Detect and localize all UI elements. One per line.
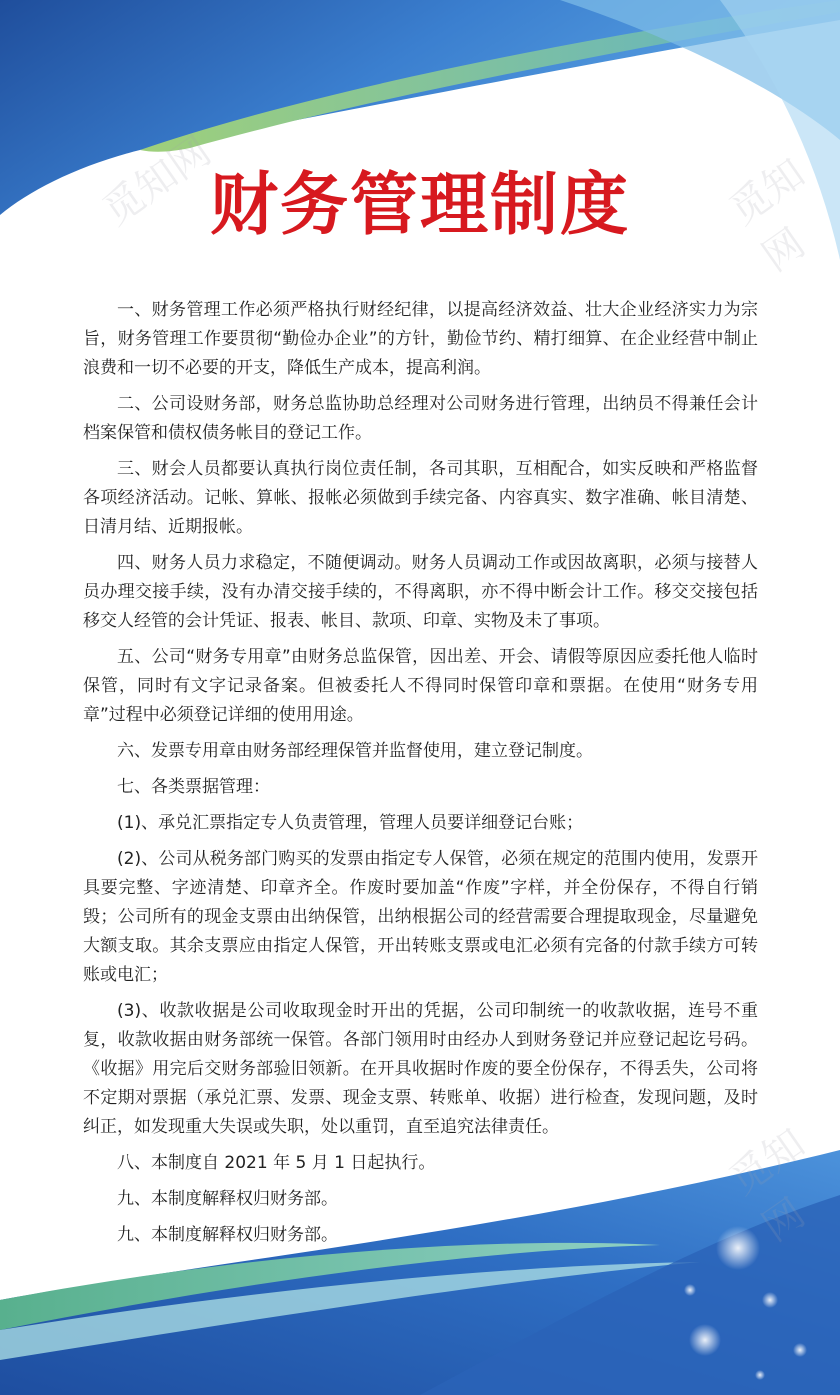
paragraph: 九、本制度解释权归财务部。 — [117, 1225, 338, 1245]
paragraph: 五、公司“财务专用章”由财务总监保管，因出差、开会、请假等原因应委托他人临时保管，同时有文字记录备案。但被委托人不得同时保管印章和票据。在使用“财务专用章”过程中必须登记详细的使用用途。 — [83, 647, 758, 725]
paragraph: 七、各类票据管理： — [117, 777, 270, 797]
paragraph: 六、发票专用章由财务部经理保管并监督使用，建立登记制度。 — [117, 741, 593, 761]
paragraph: (2)、公司从税务部门购买的发票由指定专人保管，必须在规定的范围内使用，发票开具要完整、字迹清楚、印章齐全。作废时要加盖“作废”字样，并全份保存，不得自行销毁；公司所有的现金支票由出纳保管，出纳根据公司的经营需要合理提取现金，尽量避免大额支取。其余支票应由指定人保管，开出转账支票或电汇必须有完备的付款手续方可转账或电汇； — [83, 849, 758, 985]
paragraph: 四、财务人员力求稳定，不随便调动。财务人员调动工作或因故离职，必须与接替人员办理交接手续，没有办清交接手续的，不得离职，亦不得中断会计工作。移交交接包括移交人经管的会计凭证、报表、帐目、款项、印章、实物及未了事项。 — [83, 553, 758, 631]
paragraph: (1)、承兑汇票指定专人负责管理，管理人员要详细登记台账； — [117, 813, 584, 833]
paragraph: 二、公司设财务部，财务总监协助总经理对公司财务进行管理，出纳员不得兼任会计档案保管和债权债务帐目的登记工作。 — [83, 394, 758, 443]
paragraph: 九、本制度解释权归财务部。 — [117, 1189, 338, 1209]
page-title: 财务管理制度 — [209, 166, 630, 245]
watermark: 觅知网 — [94, 128, 220, 235]
watermark: 觅知网 — [721, 1120, 814, 1205]
paragraph: 三、财会人员都要认真执行岗位责任制，各司其职，互相配合，如实反映和严格监督各项经济活动。记帐、算帐、报帐必须做到手续完备、内容真实、数字准确、帐目清楚、日清月结、近期报帐。 — [83, 459, 758, 537]
paragraph: (3)、收款收据是公司收取现金时开出的凭据，公司印制统一的收款收据，连号不重复，收款收据由财务部统一保管。各部门领用时由经办人到财务登记并应登记起讫号码。《收据》用完后交财务部验旧领新。在开具收据时作废的要全份保存，不得丢失，公司将不定期对票据（承兑汇票、发票、现金支票、转账单、收据）进行检查，发现问题，及时纠正，如发现重大失误或失职，处以重罚，直至追究法律责任。 — [83, 1001, 758, 1137]
regulation-text — [83, 296, 758, 1250]
watermark: 觅知网 — [721, 150, 814, 281]
paragraph: 八、本制度自 2021 年 5 月 1 日起执行。 — [117, 1153, 436, 1173]
paragraph: 一、财务管理工作必须严格执行财经纪律，以提高经济效益、壮大企业经济实力为宗旨，财务管理工作要贯彻“勤俭办企业”的方针，勤俭节约、精打细算、在企业经营中制止浪费和一切不必要的开支，降低生产成本，提高利润。 — [83, 300, 758, 378]
